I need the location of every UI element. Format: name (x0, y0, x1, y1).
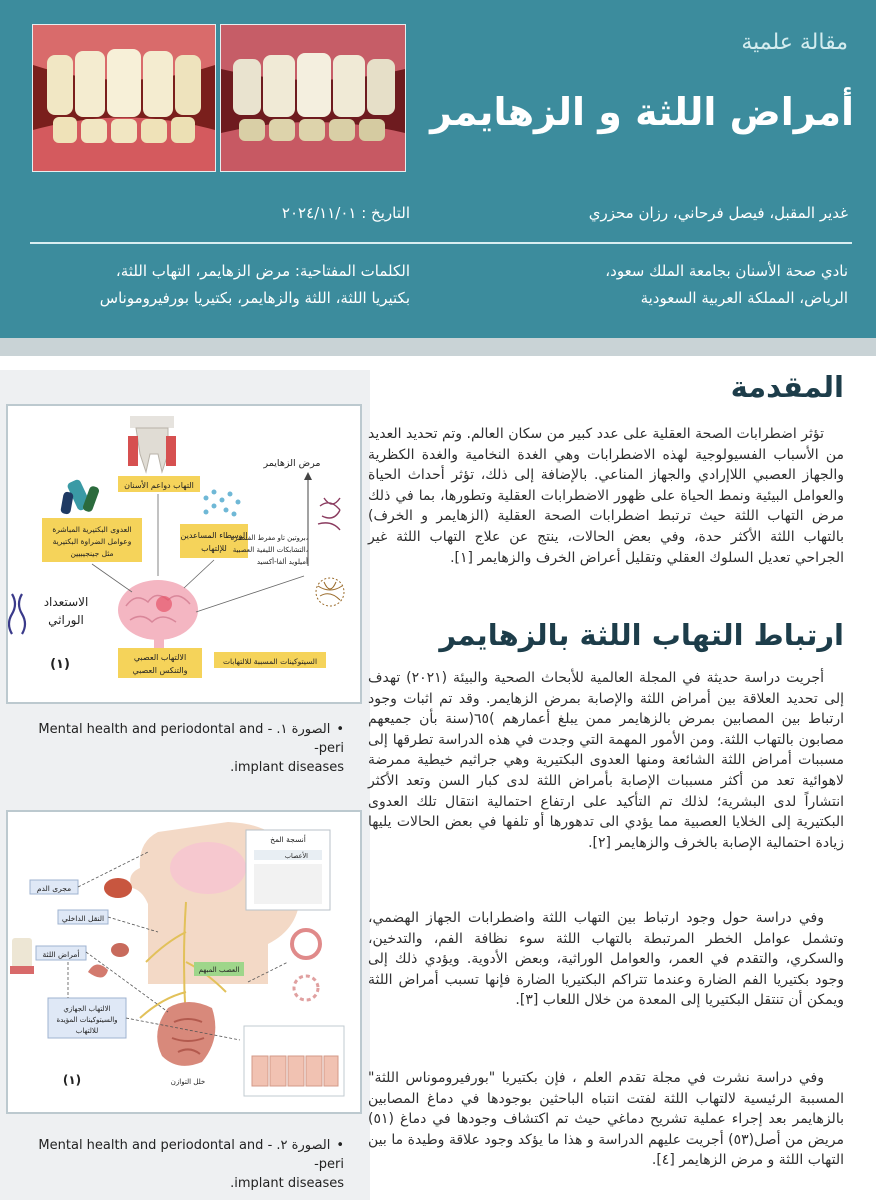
link-heading: ارتباط التهاب اللثة بالزهايمر (439, 618, 844, 652)
inner-label: النقل الداخلي (61, 914, 105, 923)
immune-line3: للالتهاب (75, 1027, 99, 1035)
plaque-icon (316, 578, 344, 606)
intestinal-cells-icon (252, 1056, 338, 1086)
brain-tissue-label: أنسجة المخ (270, 835, 306, 844)
caption2-line1: Mental health and periodontal and peri- (38, 1138, 344, 1172)
figure-2 (6, 810, 362, 1114)
mediators-line2: للإلتهاب (201, 544, 227, 553)
cytokines-label: السيتوكينات المسببة للالتهابات (222, 657, 318, 666)
neuro-line2: والتنكس العصبي (132, 666, 188, 675)
immune-line1: الالتهاب الجهازي (63, 1005, 111, 1013)
affiliation-line1: نادي صحة الأسنان بجامعة الملك سعود، (605, 262, 848, 280)
direct-infection-line1: العدوى البكتيرية المباشرة (52, 525, 132, 534)
keywords-line2: بكتيريا اللثة، اللثة والزهايمر، بكتيريا بورفيروموناس (99, 289, 410, 307)
tooth-icon (128, 416, 176, 472)
link-paragraph-1 (368, 668, 844, 853)
neuro-line1: الالتهاب العصبي (133, 653, 187, 662)
caption1-prefix: الصورة ١. - (267, 722, 331, 737)
link-text-1: أجريت دراسة حديثة في المجلة العالمية للأبحاث الصحية والبيئة (٢٠٢١) تهدف إلى تحديد العلاقة بين أمراض اللثة والإصابة بمرض الزهايمر. وقد تم اثبات وجود ارتباط بين المصابين بمرض بالزهايمر ممن يبلغ أعمارهم )٦٥(سنة بأن جميعهم مصابون بالتهاب اللثة. ومن الأمور المهمة التي وجدت في هذه الدراسة تطرقها إلى مسببات أمراض اللثة الشائعة ومنها العدوى البكتيرية وهي جراثيم خيطية ممرضة لاهوائية تعد من أكثر مسببات الإصابة بأمراض اللثة لدى كبار السن وتعد الأكثر انتشاراً لدى البشرية؛ لذلك تم التأكيد على ارتفاع احتمالية انتقال تلك العدوى البكتيرية إلى الخلايا العصبية مما يؤدي الى تدهورها أو تلفها في بعض الحالات يليها زيادة احتمالية الإصابة بالخرف والزهايمر [٢]. (368, 670, 844, 851)
link-text-2: وفي دراسة حول وجود ارتباط بين التهاب اللثة واضطرابات الجهاز الهضمي، وتشمل عوامل الخطر المرتبطة بالتهاب اللثة سوء نظافة الفم، والتدخين، والسكري، والتقدم في العمر، والعوامل الوراثية، وبعض الأدوية. ويؤدي ذلك إلى وجود بكتيريا الفم الضارة وعندما تتراكم البكتيريا الضارة فإنها تسبب أمراض اللثة ويمكن أن تنتقل البكتيريا إلى المعدة من خلال اللعاب [٣]. (368, 910, 844, 1009)
proteins-line2: التشابكات الليفية العصبية، (232, 546, 308, 554)
nerves-label: الأعصاب (284, 852, 308, 860)
intro-text: تؤثر اضطرابات الصحة العقلية على عدد كبير من سكان العالم. وتم تحديد العديد من الأسباب الفسيولوجية لهذه الاضطرابات وهي الغدة النخامية والغدة الكظرية والجهاز العصبي اللاإرادي والجهاز المناعي. بالإضافة إلى ذلك، تؤثر أحداث الحياة والعوامل البيئية ونمط الحياة على ظهور الاضطرابات العقلية وتطورها، بما في ذلك مرض التهاب اللثة حيث ترتبط اضطرابات الصحة العقلية (الزهايمر و الخرف) بالتهاب اللثة الأكثر حدة، وفي بعض الحالات، ينتج عن علاج التهاب اللثة غير الجراحي تعديل السلوك العقلي وتقليل أعراض الخرف والزهايمر [١]. (368, 426, 844, 566)
genetic-line1: الاستعداد (43, 595, 89, 609)
caption1-line2: implant diseases. (230, 760, 344, 775)
caption2-line2: implant diseases. (230, 1176, 344, 1191)
article-title: أمراض اللثة و الزهايمر (430, 90, 854, 134)
chromosome-icon (9, 594, 25, 634)
vagus-label: العصب المبهم (198, 966, 240, 974)
gum-label: أمراض اللثة (42, 950, 80, 959)
intro-paragraph (368, 424, 844, 568)
gut-label: خلل التوازن (170, 1078, 206, 1086)
organ-icons (88, 878, 132, 978)
direct-infection-line3: مثل جينجيبيين (70, 549, 114, 558)
figure2-number: (١) (62, 1073, 82, 1087)
bacteria-icon (60, 478, 100, 514)
direct-infection-line2: وعوامل الضراوة البكتيرية (52, 537, 132, 546)
link-paragraph-2 (368, 908, 844, 1011)
fibrils-icon (318, 498, 340, 530)
article-type-label: مقالة علمية (741, 30, 848, 55)
caption2-bullet: • (336, 1138, 344, 1153)
keywords-line1: الكلمات المفتاحية: مرض الزهايمر، التهاب اللثة، (115, 262, 410, 280)
gum-tooth-icon (10, 938, 34, 974)
gum-inflammation-label: التهاب دواعم الأسنان (124, 481, 194, 490)
teeth-photo-before (32, 24, 216, 172)
figure1-caption (14, 720, 344, 777)
genetic-line2: الوراثي (48, 613, 84, 627)
link-paragraph-3 (368, 1068, 844, 1171)
article-body (368, 0, 860, 1200)
figure-1 (6, 404, 362, 704)
mediator-dots-icon (204, 490, 241, 517)
immune-line2: والسيتوكينات المؤيدة (56, 1016, 118, 1024)
publish-date: التاريخ : ٢٠٢٤/١١/٠١ (281, 204, 410, 222)
figure1-number: (١) (50, 657, 70, 672)
caption2-prefix: الصورة ٢. - (267, 1138, 331, 1153)
artery-icon (292, 930, 320, 1000)
proteins-line3: أميلويد ألفا-أكسيد (256, 558, 308, 566)
alzheimer-label: مرض الزهايمر (263, 458, 321, 469)
caption1-bullet: • (336, 722, 344, 737)
proteins-line1: بروتين تاو مفرط الفسفرة، (230, 534, 308, 542)
authors: غدير المقبل، فيصل فرحاني، رزان محزري (588, 204, 848, 222)
keywords (100, 258, 410, 312)
caption1-line1: Mental health and periodontal and peri- (38, 722, 344, 756)
intro-heading: المقدمة (730, 370, 844, 404)
affiliation-line2: الرياض، المملكة العربية السعودية (640, 289, 848, 307)
teeth-photo-after (220, 24, 406, 172)
mediators-line1: الوسطاء المساعدين (180, 531, 248, 540)
figure-column (0, 370, 370, 1200)
blood-label: مجرى الدم (36, 884, 72, 893)
link-text-3: وفي دراسة نشرت في مجلة تقدم العلم ، فإن بكتيريا "بورفيروموناس اللثة" المسببة الرئيسية لالتهاب اللثة لفتت انتباه الباحثين بوجودها في دماغ المصابين بالزهايمر بعد إجراء عملية تشريح دماغي حيث تم اكتشاف وجودها في دماغ (٥١) مريض من أصل(٥٣) أجريت عليهم الدراسة و هذا ما يؤكد وجود علاقة وطيدة ما بين التهاب اللثة و مرض الزهايمر [٤]. (368, 1070, 844, 1169)
figure2-caption (14, 1136, 344, 1193)
